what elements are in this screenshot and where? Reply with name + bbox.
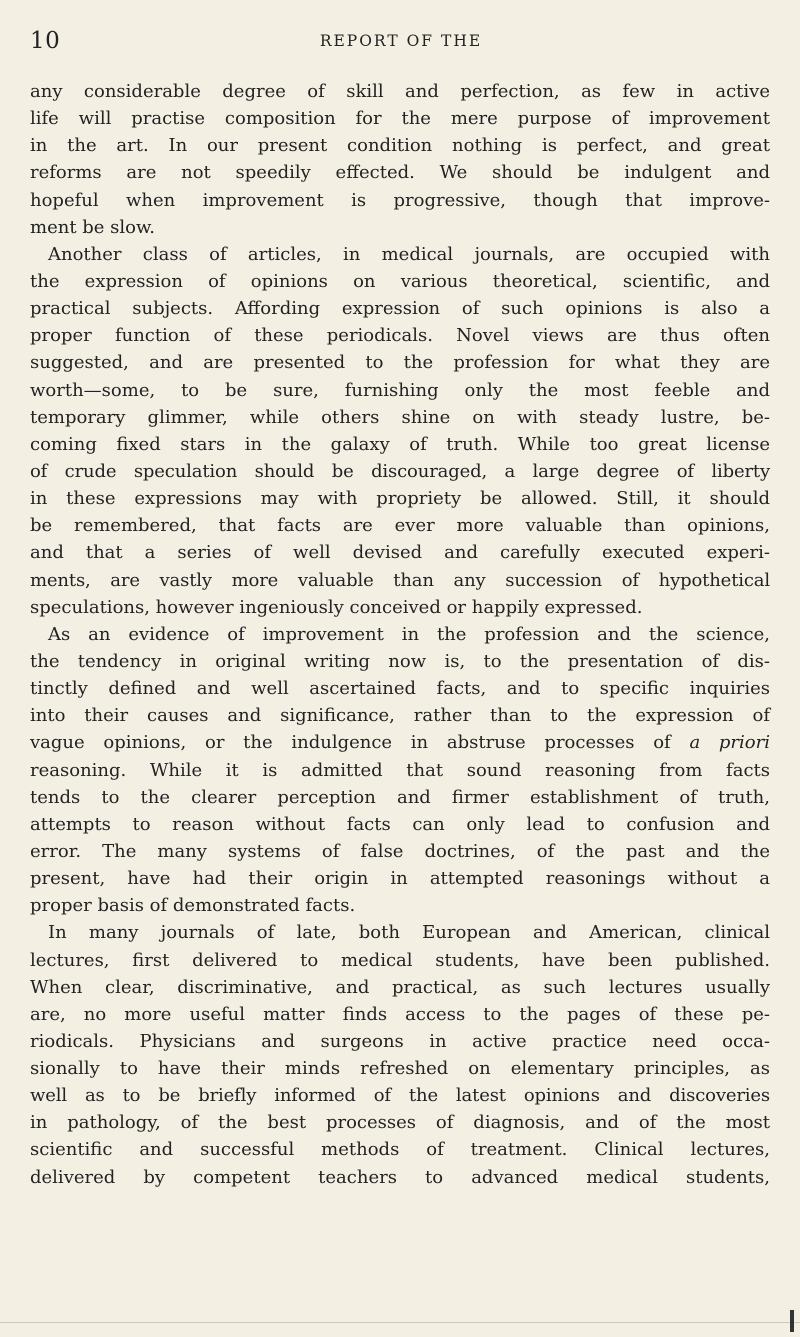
text-line: proper basis of demonstrated facts. [30, 895, 356, 917]
text-line: present, have had their origin in attempted reasonings without a [30, 868, 770, 890]
text-line: attempts to reason without facts can only lead to confusion and [30, 813, 770, 835]
text-line: reasoning. While it is admitted that sound reasoning from facts [30, 759, 770, 781]
page-bottom-rule [0, 1322, 800, 1323]
text-line: into their causes and significance, rather than to the expression of [30, 705, 770, 727]
body-text [30, 78, 770, 1191]
text-line: tends to the clearer perception and firmer establishment of truth, [30, 786, 770, 808]
text-line: scientific and successful methods of treatment. Clinical lectures, [30, 1139, 770, 1161]
text-line: in pathology, of the best processes of diagnosis, and of the most [30, 1112, 770, 1134]
text-line: are, no more useful matter finds access to the pages of these pe- [30, 1003, 770, 1025]
italic-phrase: a priori [689, 732, 770, 754]
running-head: REPORT OF THE [319, 32, 483, 50]
text-line: the expression of opinions on various theoretical, scientific, and [30, 270, 770, 292]
page-number: 10 [30, 28, 61, 54]
text-line: well as to be briefly informed of the latest opinions and discoveries [30, 1085, 770, 1107]
text-line: ment be slow. [30, 216, 155, 238]
text-line: error. The many systems of false doctrines, of the past and the [30, 840, 770, 862]
text-line: proper function of these periodicals. Novel views are thus often [30, 325, 770, 347]
text-line: life will practise composition for the mere purpose of improvement [30, 108, 770, 130]
text-line: sionally to have their minds refreshed on elementary principles, as [30, 1058, 770, 1080]
page-header [30, 28, 772, 58]
text-line: delivered by competent teachers to advanced medical students, [30, 1166, 770, 1188]
text-line: in the art. In our present condition nothing is perfect, and great [30, 135, 770, 157]
text-line: riodicals. Physicians and surgeons in active practice need occa- [30, 1030, 770, 1052]
text-line: As an evidence of improvement in the profession and the science, [48, 623, 770, 645]
text-line: When clear, discriminative, and practical, as such lectures usually [30, 976, 770, 998]
text-line: lectures, first delivered to medical students, have been published. [30, 949, 770, 971]
text-line: be remembered, that facts are ever more valuable than opinions, [30, 515, 770, 537]
text-line: hopeful when improvement is progressive, though that improve- [30, 189, 770, 211]
text-line: and that a series of well devised and carefully executed experi- [30, 542, 770, 564]
text-line: in these expressions may with propriety be allowed. Still, it should [30, 488, 770, 510]
text-line: any considerable degree of skill and perfection, as few in active [30, 81, 770, 102]
text-line-segment: vague opinions, or the indulgence in abstruse processes of [30, 732, 690, 754]
text-line: temporary glimmer, while others shine on with steady lustre, be- [30, 406, 770, 428]
text-line: reforms are not speedily effected. We should be indulgent and [30, 162, 770, 184]
page-edge-mark [790, 1310, 794, 1332]
text-line: coming fixed stars in the galaxy of truth. While too great license [30, 433, 770, 455]
paragraph-4 [30, 919, 770, 1190]
text-line: practical subjects. Affording expression of such opinions is also a [30, 298, 770, 320]
text-line: speculations, however ingeniously conceived or happily expressed. [30, 596, 643, 618]
text-line: suggested, and are presented to the profession for what they are [30, 352, 770, 374]
text-line: of crude speculation should be discouraged, a large degree of liberty [30, 460, 770, 482]
text-line: Another class of articles, in medical journals, are occupied with [48, 243, 770, 265]
paragraph-3 [30, 621, 770, 920]
paragraph-2 [30, 241, 770, 621]
text-line: In many journals of late, both European and American, clinical [48, 922, 770, 944]
text-line: the tendency in original writing now is, to the presentation of dis- [30, 650, 770, 672]
text-line: ments, are vastly more valuable than any succession of hypothetical [30, 569, 770, 591]
text-line [30, 729, 770, 756]
text-line: worth—some, to be sure, furnishing only the most feeble and [30, 379, 770, 401]
text-line: tinctly defined and well ascertained facts, and to specific inquiries [30, 678, 770, 700]
paragraph-1 [30, 78, 770, 241]
